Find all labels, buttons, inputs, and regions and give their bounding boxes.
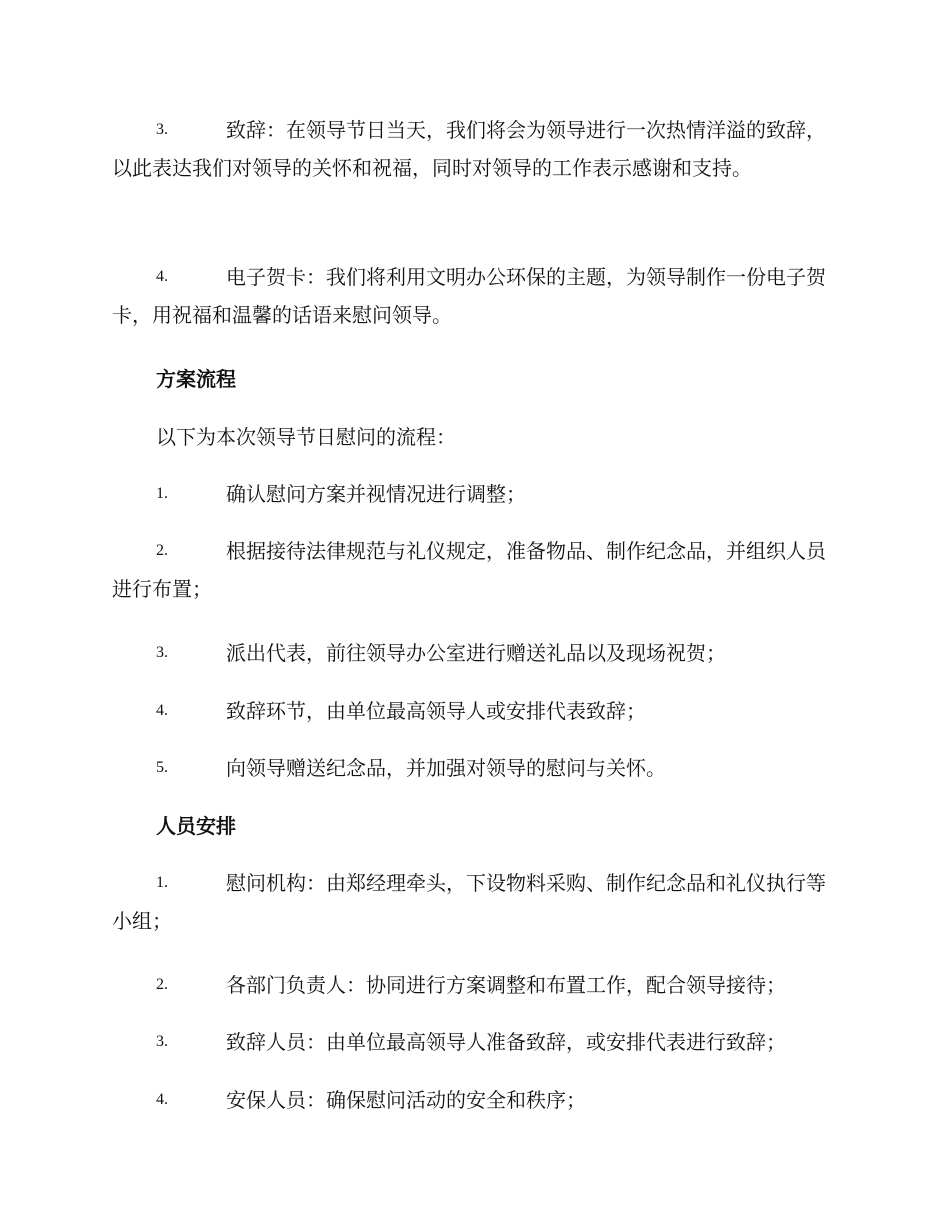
list-item-text: 致辞：在领导节日当天，我们将会为领导进行一次热情洋溢的致辞，以此表达我们对领导的关怀和祝福，同时对领导的工作表示感谢和支持。 — [112, 118, 826, 180]
list-item-text: 安保人员：确保慰问活动的安全和秩序； — [226, 1088, 586, 1112]
list-item — [112, 634, 840, 672]
list-item — [112, 692, 840, 730]
section-heading-staff: 人员安排 — [156, 814, 236, 838]
list-number: 2. — [156, 976, 168, 993]
list-item-text: 电子贺卡：我们将利用文明办公环保的主题，为领导制作一份电子贺卡，用祝福和温馨的话语来慰问领导。 — [112, 265, 826, 327]
list-number: 3. — [156, 1033, 168, 1050]
list-number: 1. — [156, 874, 168, 891]
list-item — [112, 258, 840, 334]
list-item-text: 致辞人员：由单位最高领导人准备致辞，或安排代表进行致辞； — [226, 1030, 786, 1054]
list-number: 3. — [156, 644, 168, 661]
list-item — [112, 749, 840, 787]
list-item — [112, 966, 840, 1004]
list-item-text: 慰问机构：由郑经理牵头，下设物料采购、制作纪念品和礼仪执行等小组； — [112, 871, 826, 933]
list-item — [112, 111, 840, 187]
list-item-text: 派出代表，前往领导办公室进行赠送礼品以及现场祝贺； — [226, 641, 726, 665]
list-item-text: 致辞环节，由单位最高领导人或安排代表致辞； — [226, 699, 646, 723]
list-number: 4. — [156, 268, 168, 285]
list-number: 2. — [156, 542, 168, 559]
list-item — [112, 475, 840, 513]
list-number: 4. — [156, 1091, 168, 1108]
list-number: 3. — [156, 121, 168, 138]
list-item — [112, 532, 840, 608]
list-item-text: 根据接待法律规范与礼仪规定，准备物品、制作纪念品，并组织人员进行布置； — [112, 539, 826, 601]
list-item — [112, 1023, 840, 1061]
list-item — [112, 1081, 840, 1119]
list-number: 4. — [156, 702, 168, 719]
list-number: 5. — [156, 759, 168, 776]
list-item-text: 向领导赠送纪念品，并加强对领导的慰问与关怀。 — [226, 756, 666, 780]
section-heading-process: 方案流程 — [156, 367, 236, 391]
list-item — [112, 864, 840, 940]
list-item-text: 各部门负责人：协同进行方案调整和布置工作，配合领导接待； — [226, 973, 786, 997]
process-intro: 以下为本次领导节日慰问的流程： — [156, 425, 456, 449]
list-item-text: 确认慰问方案并视情况进行调整； — [226, 482, 526, 506]
list-number: 1. — [156, 485, 168, 502]
